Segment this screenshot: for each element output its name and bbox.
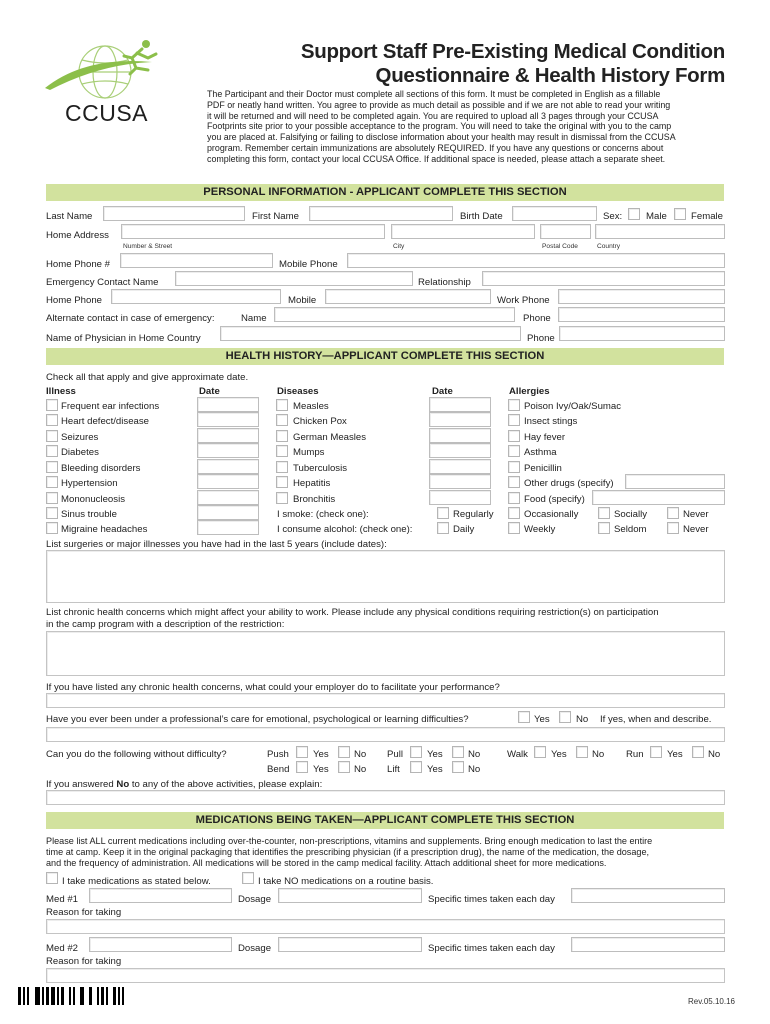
disease-checkbox[interactable] <box>276 492 288 504</box>
no-label: No <box>354 764 367 775</box>
illness-label: Frequent ear infections <box>61 401 160 412</box>
employer-field[interactable] <box>46 693 725 708</box>
pull-no-checkbox[interactable] <box>452 746 464 758</box>
alcohol-weekly-checkbox[interactable] <box>508 522 520 534</box>
relationship-label: Relationship <box>418 277 471 288</box>
form-subtitle: Questionnaire & Health History Form <box>375 64 725 87</box>
alcohol-opt-label: Weekly <box>524 524 556 535</box>
barcode <box>18 987 126 1005</box>
physician-phone-field[interactable] <box>559 326 725 341</box>
employer-label: If you have listed any chronic health concerns, what could your employer do to facilitate your performance? <box>46 682 500 693</box>
disease-checkbox[interactable] <box>276 461 288 473</box>
med2-times-label: Specific times taken each day <box>428 943 555 954</box>
allergy-checkbox[interactable] <box>508 414 520 426</box>
smoke-regularly-checkbox[interactable] <box>437 507 449 519</box>
illness-date-field[interactable] <box>197 412 259 427</box>
med2-dosage-label: Dosage <box>238 943 272 954</box>
run-no-checkbox[interactable] <box>692 746 704 758</box>
med1-dosage-field[interactable] <box>278 888 422 903</box>
med2-field[interactable] <box>89 937 232 952</box>
disease-date-field[interactable] <box>429 428 491 443</box>
yes-label: Yes <box>427 764 443 775</box>
ec-home-phone-label: Home Phone <box>46 295 102 306</box>
allergy-label: Insect stings <box>524 416 578 427</box>
alcohol-daily-checkbox[interactable] <box>437 522 449 534</box>
street-hint: Number & Street <box>123 243 173 250</box>
take-meds-label: I take medications as stated below. <box>62 876 211 887</box>
city-field[interactable] <box>391 224 535 239</box>
chronic-textarea[interactable] <box>46 631 725 676</box>
alt-phone-label: Phone <box>523 313 551 324</box>
illness-date-field[interactable] <box>197 428 259 443</box>
intro-paragraph <box>207 89 727 165</box>
smoke-opt-label: Regularly <box>453 509 494 520</box>
disease-checkbox[interactable] <box>276 414 288 426</box>
birth-date-field[interactable] <box>512 206 597 221</box>
meds-para-line: and the frequency of administration. All medications will be stored in the camp medical facility. Attach additional sheet for more medications. <box>46 858 607 868</box>
answered-no-bold: No <box>116 779 130 790</box>
form-title: Support Staff Pre-Existing Medical Condition <box>300 40 725 63</box>
med1-times-label: Specific times taken each day <box>428 894 555 905</box>
allergy-label: Asthma <box>524 447 557 458</box>
postal-code-field[interactable] <box>540 224 591 239</box>
physician-label: Name of Physician in Home Country <box>46 333 201 344</box>
personal-info-heading: PERSONAL INFORMATION - APPLICANT COMPLETE THIS SECTION <box>46 184 724 201</box>
mobile-phone-field[interactable] <box>347 253 725 268</box>
professional-label: Have you ever been under a professional’s care for emotional, psychological or learning difficulties? <box>46 714 469 725</box>
walk-no-checkbox[interactable] <box>576 746 588 758</box>
smoke-opt-label: Never <box>683 509 709 520</box>
city-hint: City <box>393 243 405 250</box>
disease-date-field[interactable] <box>429 490 491 505</box>
smoke-label: I smoke: (check one): <box>277 509 369 520</box>
if-yes-label: If yes, when and describe. <box>600 714 712 725</box>
alt-phone-field[interactable] <box>558 307 725 322</box>
allergy-label: Penicillin <box>524 463 562 474</box>
walk-label: Walk <box>507 749 528 760</box>
med1-field[interactable] <box>89 888 232 903</box>
globe-runner-icon <box>40 38 165 100</box>
illness-checkbox[interactable] <box>46 445 58 457</box>
yes-label: Yes <box>313 749 329 760</box>
pull-label: Pull <box>387 749 403 760</box>
med1-label: Med #1 <box>46 894 78 905</box>
illness-checkbox[interactable] <box>46 399 58 411</box>
smoke-opt-label: Occasionally <box>524 509 579 520</box>
illness-date-field[interactable] <box>197 490 259 505</box>
professional-yes-checkbox[interactable] <box>518 711 530 723</box>
disease-label: German Measles <box>293 432 367 443</box>
no-meds-label: I take NO medications on a routine basis. <box>258 876 434 887</box>
illness-checkbox[interactable] <box>46 461 58 473</box>
disease-checkbox[interactable] <box>276 476 288 488</box>
ec-work-phone-field[interactable] <box>558 289 725 304</box>
smoke-never-checkbox[interactable] <box>667 507 679 519</box>
smoke-socially-checkbox[interactable] <box>598 507 610 519</box>
ec-mobile-label: Mobile <box>288 295 317 306</box>
illness-checkbox[interactable] <box>46 476 58 488</box>
answered-post: to any of the above activities, please explain: <box>129 779 323 790</box>
professional-field[interactable] <box>46 727 725 742</box>
yes-label: Yes <box>313 764 329 775</box>
ec-mobile-field[interactable] <box>325 289 491 304</box>
disease-label: Bronchitis <box>293 494 336 505</box>
allergy-label: Food (specify) <box>524 494 585 505</box>
yes-label: Yes <box>427 749 443 760</box>
push-yes-checkbox[interactable] <box>296 746 308 758</box>
illness-label: Diabetes <box>61 447 99 458</box>
allergy-label: Other drugs (specify) <box>524 478 614 489</box>
illness-date-field[interactable] <box>197 459 259 474</box>
intro-line: PDF or neatly hand written. You agree to provide as much detail as possible and if we are not able to read your writing <box>207 99 671 110</box>
illness-checkbox[interactable] <box>46 414 58 426</box>
no-label: No <box>468 764 481 775</box>
male-label: Male <box>646 211 667 222</box>
med1-dosage-label: Dosage <box>238 894 272 905</box>
alcohol-seldom-checkbox[interactable] <box>598 522 610 534</box>
allergy-checkbox[interactable] <box>508 445 520 457</box>
answered-pre: If you answered <box>46 779 117 790</box>
first-name-field[interactable] <box>309 206 453 221</box>
med2-reason-field[interactable] <box>46 968 725 983</box>
intro-line: completing this form, contact your local CCUSA Office. If additional space is needed, please attach a separate sheet. <box>207 153 666 164</box>
med1-times-field[interactable] <box>571 888 725 903</box>
revision-label: Rev.05.10.16 <box>688 997 735 1006</box>
disease-date-col-header: Date <box>432 386 453 397</box>
meds-para-line: Please list ALL current medications including over-the-counter, non-prescriptions, vitamins and supplements. Bring enough medication to last the entire <box>46 836 653 846</box>
allergy-label: Hay fever <box>524 432 566 443</box>
illness-label: Sinus trouble <box>61 509 117 520</box>
med2-times-field[interactable] <box>571 937 725 952</box>
no-label: No <box>354 749 367 760</box>
female-label: Female <box>691 211 723 222</box>
last-name-label: Last Name <box>46 211 93 222</box>
answered-no-label <box>46 779 322 790</box>
lift-no-checkbox[interactable] <box>452 761 464 773</box>
med2-label: Med #2 <box>46 943 78 954</box>
lift-yes-checkbox[interactable] <box>410 761 422 773</box>
disease-checkbox[interactable] <box>276 399 288 411</box>
allergies-col-header: Allergies <box>509 386 550 397</box>
illness-label: Hypertension <box>61 478 118 489</box>
illness-col-header: Illness <box>46 386 76 397</box>
disease-date-field[interactable] <box>429 474 491 489</box>
run-yes-checkbox[interactable] <box>650 746 662 758</box>
alcohol-opt-label: Daily <box>453 524 475 535</box>
illness-label: Heart defect/disease <box>61 416 149 427</box>
no-label: No <box>576 714 589 725</box>
professional-no-checkbox[interactable] <box>559 711 571 723</box>
country-hint: Country <box>597 243 621 250</box>
illness-date-field[interactable] <box>197 474 259 489</box>
disease-label: Measles <box>293 401 329 412</box>
chronic-label-1: List chronic health concerns which might affect your ability to work. Please include any physical conditions requiring restriction(s) on participation <box>46 607 659 618</box>
med2-reason-label: Reason for taking <box>46 956 122 967</box>
logo-text: CCUSA <box>65 100 149 126</box>
illness-date-field[interactable] <box>197 443 259 458</box>
alt-name-label: Name <box>241 313 267 324</box>
no-meds-checkbox[interactable] <box>242 872 254 884</box>
home-phone-label: Home Phone # <box>46 259 110 270</box>
diseases-col-header: Diseases <box>277 386 319 397</box>
health-instruction: Check all that apply and give approximate date. <box>46 372 249 383</box>
disease-label: Tuberculosis <box>293 463 348 474</box>
smoke-opt-label: Socially <box>614 509 648 520</box>
no-label: No <box>592 749 605 760</box>
smoke-occasionally-checkbox[interactable] <box>508 507 520 519</box>
relationship-field[interactable] <box>482 271 725 286</box>
sex-label: Sex: <box>603 211 623 222</box>
activities-explain-field[interactable] <box>46 790 725 805</box>
lift-label: Lift <box>387 764 400 775</box>
first-name-label: First Name <box>252 211 299 222</box>
medications-paragraph <box>46 836 652 869</box>
alcohol-label: I consume alcohol: (check one): <box>277 524 413 535</box>
illness-date-field[interactable] <box>197 505 259 520</box>
disease-checkbox[interactable] <box>276 445 288 457</box>
country-field[interactable] <box>595 224 725 239</box>
disease-label: Mumps <box>293 447 325 458</box>
bend-no-checkbox[interactable] <box>338 761 350 773</box>
alcohol-opt-label: Seldom <box>614 524 647 535</box>
no-label: No <box>468 749 481 760</box>
sex-male-checkbox[interactable] <box>628 208 640 220</box>
alcohol-opt-label: Never <box>683 524 709 535</box>
illness-date-field[interactable] <box>197 397 259 412</box>
allergy-checkbox[interactable] <box>508 430 520 442</box>
illness-label: Seizures <box>61 432 99 443</box>
disease-date-field[interactable] <box>429 412 491 427</box>
other-drugs-field[interactable] <box>625 474 725 489</box>
walk-yes-checkbox[interactable] <box>534 746 546 758</box>
physician-field[interactable] <box>220 326 521 341</box>
intro-line: you are placed at. Falsifying or failing to disclose information about your health may result in dismissal from the CCUSA <box>207 132 676 143</box>
intro-line: it will be returned and will need to be completed again. You are required to upload all 3 pages through your CCUSA <box>207 110 659 121</box>
health-history-heading: HEALTH HISTORY—APPLICANT COMPLETE THIS SECTION <box>46 348 724 365</box>
yes-label: Yes <box>551 749 567 760</box>
illness-label: Mononucleosis <box>61 494 125 505</box>
disease-date-field[interactable] <box>429 397 491 412</box>
intro-line: Footprints site prior to your possible acceptance to the program. You will need to take the original with you to the camp <box>207 121 672 132</box>
push-no-checkbox[interactable] <box>338 746 350 758</box>
illness-checkbox[interactable] <box>46 522 58 534</box>
take-meds-checkbox[interactable] <box>46 872 58 884</box>
med1-reason-field[interactable] <box>46 919 725 934</box>
run-label: Run <box>626 749 644 760</box>
last-name-field[interactable] <box>103 206 245 221</box>
intro-line: program. Remember certain immunizations are absolutely REQUIRED. If you have any questions or concerns about <box>207 142 664 153</box>
illness-date-field[interactable] <box>197 520 259 535</box>
yes-label: Yes <box>534 714 550 725</box>
emergency-contact-field[interactable] <box>175 271 413 286</box>
medications-heading: MEDICATIONS BEING TAKEN—APPLICANT COMPLETE THIS SECTION <box>46 812 724 829</box>
home-address-label: Home Address <box>46 230 109 241</box>
street-field[interactable] <box>121 224 385 239</box>
ec-work-phone-label: Work Phone <box>497 295 550 306</box>
alt-name-field[interactable] <box>274 307 515 322</box>
no-label: No <box>708 749 721 760</box>
bend-label: Bend <box>267 764 290 775</box>
meds-para-line: time at camp. Keep it in the original packaging that identifies the prescribing physician (if a prescription drug), the name of the medication, the dosage, <box>46 847 650 857</box>
food-allergy-field[interactable] <box>592 490 725 505</box>
allergy-label: Poison Ivy/Oak/Sumac <box>524 401 622 412</box>
surgeries-textarea[interactable] <box>46 550 725 603</box>
bend-yes-checkbox[interactable] <box>296 761 308 773</box>
med1-reason-label: Reason for taking <box>46 907 122 918</box>
illness-date-col-header: Date <box>199 386 220 397</box>
can-you-label: Can you do the following without difficulty? <box>46 749 227 760</box>
chronic-label-2: in the camp program with a description of the restriction: <box>46 619 285 630</box>
illness-label: Bleeding disorders <box>61 463 141 474</box>
disease-checkbox[interactable] <box>276 430 288 442</box>
surgeries-label: List surgeries or major illnesses you have had in the last 5 years (include dates): <box>46 539 387 550</box>
alt-contact-label: Alternate contact in case of emergency: <box>46 313 215 324</box>
physician-phone-label: Phone <box>527 333 555 344</box>
alcohol-never-checkbox[interactable] <box>667 522 679 534</box>
allergy-checkbox[interactable] <box>508 492 520 504</box>
sex-female-checkbox[interactable] <box>674 208 686 220</box>
illness-label: Migraine headaches <box>61 524 148 535</box>
postal-hint: Postal Code <box>542 243 578 250</box>
birth-date-label: Birth Date <box>460 211 503 222</box>
disease-date-field[interactable] <box>429 459 491 474</box>
med2-dosage-field[interactable] <box>278 937 422 952</box>
mobile-phone-label: Mobile Phone <box>279 259 338 270</box>
illness-checkbox[interactable] <box>46 492 58 504</box>
disease-date-field[interactable] <box>429 443 491 458</box>
illness-checkbox[interactable] <box>46 507 58 519</box>
allergy-checkbox[interactable] <box>508 461 520 473</box>
home-phone-field[interactable] <box>120 253 273 268</box>
disease-label: Chicken Pox <box>293 416 347 427</box>
emergency-contact-label: Emergency Contact Name <box>46 277 159 288</box>
allergy-checkbox[interactable] <box>508 476 520 488</box>
yes-label: Yes <box>667 749 683 760</box>
illness-checkbox[interactable] <box>46 430 58 442</box>
push-label: Push <box>267 749 289 760</box>
pull-yes-checkbox[interactable] <box>410 746 422 758</box>
allergy-checkbox[interactable] <box>508 399 520 411</box>
ec-home-phone-field[interactable] <box>111 289 281 304</box>
disease-label: Hepatitis <box>293 478 331 489</box>
intro-line: The Participant and their Doctor must complete all sections of this form. It must be completed in English as a fillable <box>207 89 661 99</box>
